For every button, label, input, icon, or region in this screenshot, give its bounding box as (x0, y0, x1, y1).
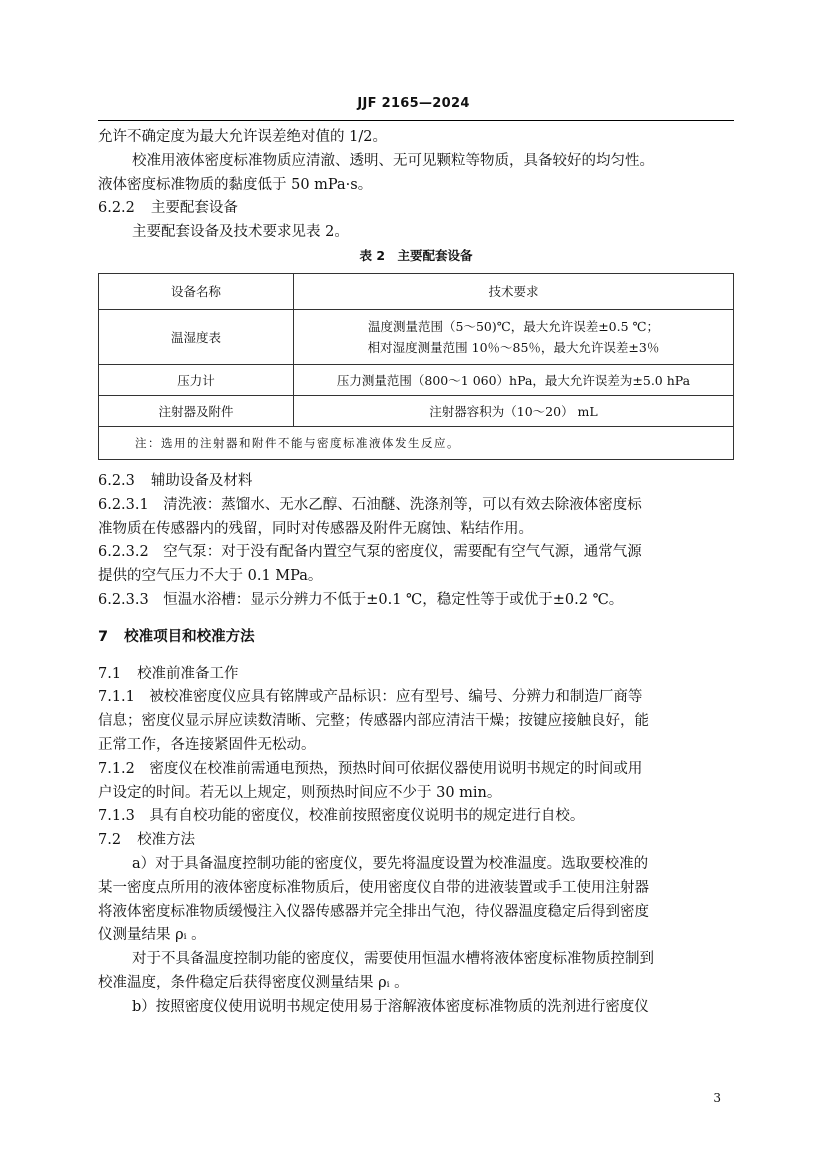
section-title: 校准方法 (137, 832, 196, 849)
paragraph-a-line: 将液体密度标准物质缓慢注入仪器传感器并完全排出气泡，待仪器温度稳定后得到密度 (98, 903, 649, 920)
standard-code-header: JJF 2165—2024 (357, 96, 470, 111)
equipment-table (98, 273, 734, 460)
clause-7-1-3-line: 7.1.3 具有自校功能的密度仪，校准前按照密度仪说明书的规定进行自校。 (98, 808, 585, 825)
clause-6-2-3-3-line: 6.2.3.3 恒温水浴槽：显示分辨力不低于±0.1 ℃，稳定性等于或优于±0.2 ℃。 (98, 591, 624, 608)
table-caption: 表 2 主要配套设备 (359, 247, 473, 263)
paragraph-b-line: b）按照密度仪使用说明书规定使用易于溶解液体密度标准物质的洗剂进行密度仪 (132, 998, 649, 1015)
chapter-7-heading (98, 626, 734, 650)
spacer (98, 613, 734, 626)
clause-6-2-3-2-line: 提供的空气压力不大于 0.1 MPa。 (98, 568, 323, 585)
clause-7-1-1-line: 正常工作，各连接紧固件无松动。 (98, 736, 316, 753)
requirement-line: 相对湿度测量范围 10％～85％，最大允许误差±3％ (367, 339, 660, 355)
table-row (99, 395, 734, 426)
requirement-cell (294, 309, 734, 364)
paragraph-line: 液体密度标准物质的黏度低于 50 mPa·s。 (98, 176, 373, 193)
table-row (99, 309, 734, 364)
paragraph-a-line: 仪测量结果 ρᵢ 。 (98, 927, 206, 944)
requirement-cell: 压力测量范围（800～1 060）hPa，最大允许误差为±5.0 hPa (294, 364, 734, 395)
header-rule (98, 120, 734, 121)
paragraph-a2-line: 校准温度，条件稳定后获得密度仪测量结果 ρᵢ 。 (98, 974, 409, 991)
paragraph-a-line: 某一密度点所用的液体密度标准物质后，使用密度仪自带的进液装置或手工使用注射器 (98, 879, 649, 896)
section-number: 7.1 (98, 665, 122, 682)
page-number: 3 (713, 1091, 721, 1105)
section-title: 辅助设备及材料 (150, 472, 253, 489)
clause-7-1-2-line: 7.1.2 密度仪在校准前需通电预热，预热时间可依据仪器使用说明书规定的时间或用 (98, 760, 643, 777)
clause-6-2-3-2-line: 6.2.3.2 空气泵：对于没有配备内置空气泵的密度仪，需要配有空气气源，通常气源 (98, 544, 642, 561)
spacer (98, 650, 734, 663)
paragraph-a2-line: 对于不具备温度控制功能的密度仪，需要使用恒温水槽将液体密度标准物质控制到 (132, 951, 654, 968)
paragraph-a-line: a）对于具备温度控制功能的密度仪，要先将温度设置为校准温度。选取要校准的 (132, 855, 649, 872)
table-row (99, 364, 734, 395)
table-header-row (99, 273, 734, 309)
section-6-2-2-heading (98, 197, 734, 221)
clause-6-2-3-1-line: 6.2.3.1 清洗液：蒸馏水、无水乙醇、石油醚、洗涤剂等，可以有效去除液体密度标 (98, 496, 642, 513)
section-7-1-heading (98, 663, 734, 687)
clause-7-1-1-line: 7.1.1 被校准密度仪应具有铭牌或产品标识：应有型号、编号、分辨力和制造厂商等 (98, 689, 643, 706)
page-body (98, 126, 734, 1020)
paragraph-line: 允许不确定度为最大允许误差绝对值的 1/2。 (98, 129, 387, 145)
header-cell-equipment: 设备名称 (99, 273, 294, 309)
table-note: 注：选用的注射器和附件不能与密度标准液体发生反应。 (99, 426, 734, 459)
spacer (98, 460, 734, 470)
requirement-cell: 注射器容积为（10～20） mL (294, 395, 734, 426)
paragraph-line: 主要配套设备及技术要求见表 2。 (132, 224, 349, 241)
clause-7-1-2-line: 户设定的时间。若无以上规定，则预热时间应不少于 30 min。 (98, 784, 502, 801)
section-number: 7.2 (98, 832, 122, 849)
section-title: 校准前准备工作 (137, 665, 239, 682)
header-cell-requirement: 技术要求 (294, 273, 734, 309)
table-note-row (99, 426, 734, 459)
equipment-name-cell: 温湿度表 (99, 309, 294, 364)
chapter-number: 7 (98, 628, 109, 645)
chapter-title: 校准项目和校准方法 (124, 628, 255, 645)
clause-7-1-1-line: 信息；密度仪显示屏应读数清晰、完整；传感器内部应清洁干燥；按键应接触良好，能 (98, 713, 649, 730)
equipment-table-wrapper (98, 273, 734, 460)
paragraph-line: 校准用液体密度标准物质应清澈、透明、无可见颗粒等物质，具备较好的均匀性。 (132, 152, 654, 169)
clause-6-2-3-1-line: 准物质在传感器内的残留，同时对传感器及附件无腐蚀、粘结作用。 (98, 520, 533, 537)
section-6-2-3-heading (98, 470, 734, 494)
section-number: 6.2.2 (98, 200, 135, 217)
equipment-name-cell: 压力计 (99, 364, 294, 395)
section-title: 主要配套设备 (150, 200, 238, 217)
requirement-line: 温度测量范围（5～50)℃，最大允许误差±0.5 ℃； (367, 318, 660, 334)
section-number: 6.2.3 (98, 472, 135, 489)
equipment-name-cell: 注射器及附件 (99, 395, 294, 426)
section-7-2-heading (98, 829, 734, 853)
